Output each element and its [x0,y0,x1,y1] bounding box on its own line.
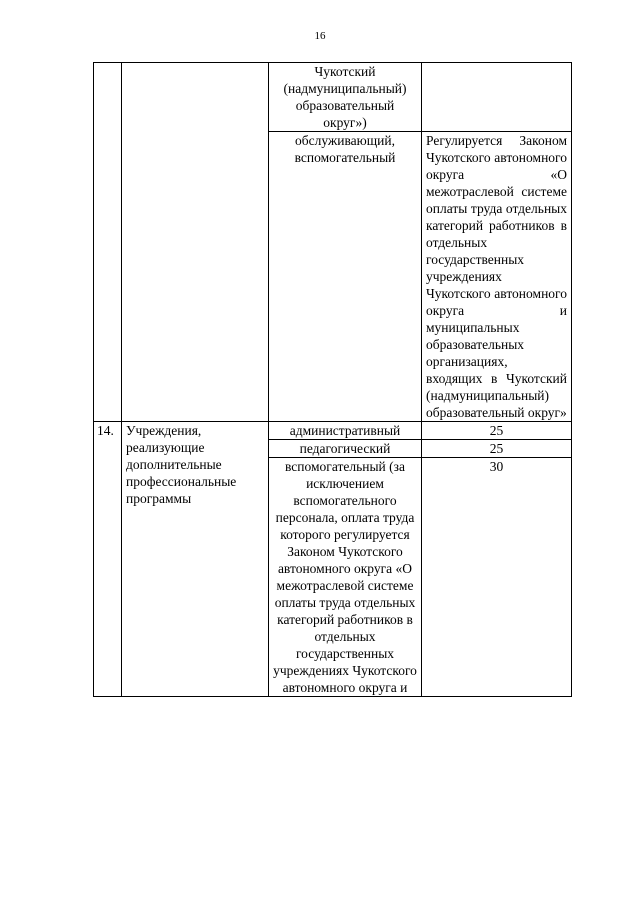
institution-cell [122,63,269,422]
category-cell: вспомогательный (за исключением вспомогательного персонала, оплата труда которого регулируется Законом Чукотского автономного округа «О межотраслевой системе оплаты труда отдельных категорий работников в отдельных государственных учреждениях Чукотского автономного округа и [269,458,422,697]
page-number: 16 [314,30,326,42]
category-cell: административный [269,422,422,440]
category-cell: педагогический [269,440,422,458]
row-number-cell: 14. [94,422,122,697]
institution-cell: Учреждения, реализующие дополнительные профессиональные программы [122,422,269,697]
category-cell: Чукотский (надмуниципальный) образовательный округ») [269,63,422,132]
table-row-continued-top [94,63,572,132]
value-cell-service: Регулируется Законом Чукотского автономного округа «О межотраслевой системе оплаты труда отдельных категорий работников в отдельных государственных учреждениях Чукотского автономного округа и муниципальных образовательных организациях, входящих в Чукотский (надмуниципальный) образовательный округ» [422,132,572,422]
salary-table [93,62,572,697]
category-cell-service: обслуживающий, вспомогательный [269,132,422,422]
value-cell: 25 [422,422,572,440]
table-row-14-administrative [94,422,572,440]
value-cell: 25 [422,440,572,458]
value-cell: 30 [422,458,572,697]
row-number-cell [94,63,122,422]
value-cell [422,63,572,132]
